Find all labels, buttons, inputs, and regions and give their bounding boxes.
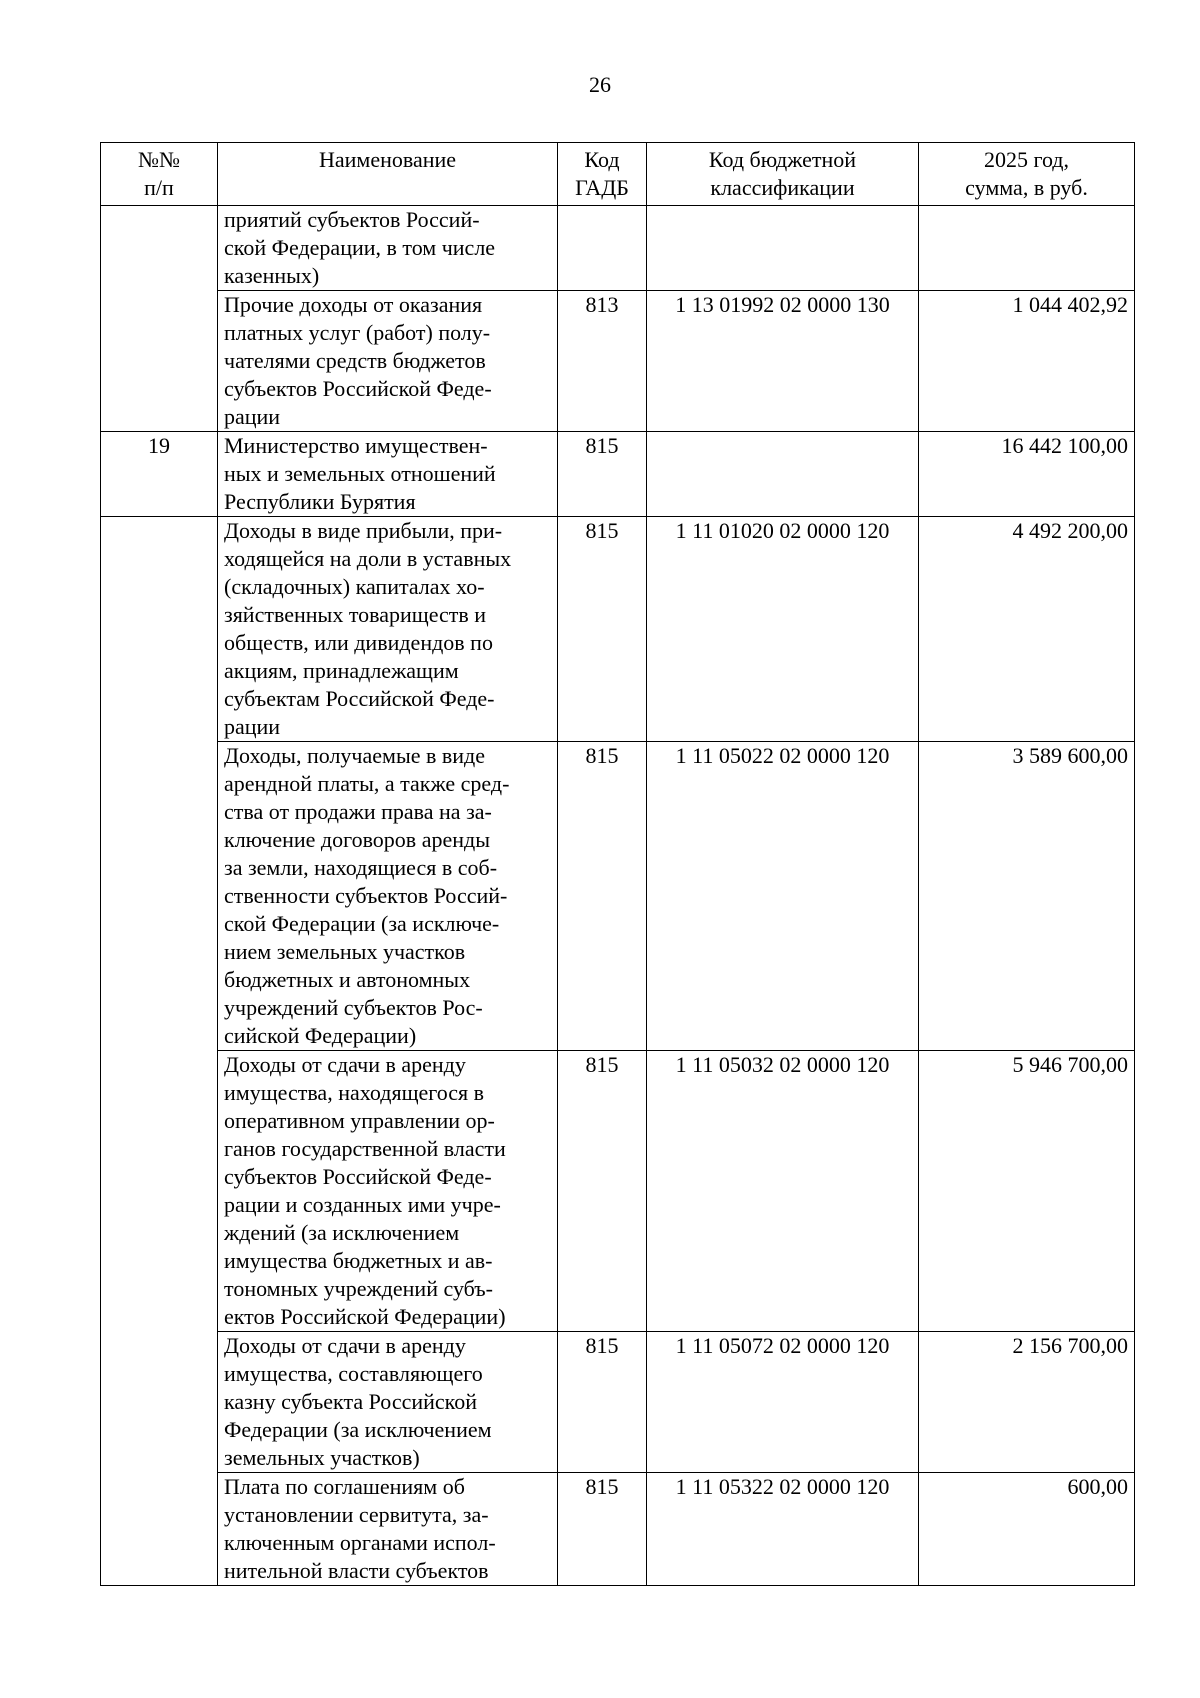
- cell-name-line: Республики Бурятия: [224, 489, 416, 514]
- header-name: Наименование: [218, 143, 558, 206]
- cell-name-line: ства от продажи права на за-: [224, 799, 492, 824]
- cell-kbk: 1 11 05072 02 0000 120: [647, 1332, 919, 1473]
- cell-name: [218, 1473, 558, 1586]
- cell-sum: 1 044 402,92: [919, 291, 1135, 432]
- cell-sum: 4 492 200,00: [919, 517, 1135, 742]
- table-row: [101, 432, 1135, 517]
- header-kbk: Код бюджетной классификации: [647, 143, 919, 206]
- cell-gadb: 815: [558, 1051, 647, 1332]
- cell-gadb: 813: [558, 291, 647, 432]
- cell-name-line: зяйственных товариществ и: [224, 602, 487, 627]
- cell-name-line: субъектов Российской Феде-: [224, 1164, 492, 1189]
- cell-sum: 2 156 700,00: [919, 1332, 1135, 1473]
- cell-name-line: обществ, или дивидендов по: [224, 630, 493, 655]
- cell-kbk: 1 11 05032 02 0000 120: [647, 1051, 919, 1332]
- cell-name-line: ской Федерации, в том числе: [224, 235, 496, 260]
- header-sum: 2025 год, сумма, в руб.: [919, 143, 1135, 206]
- cell-kbk: 1 11 05322 02 0000 120: [647, 1473, 919, 1586]
- cell-name-line: ходящейся на доли в уставных: [224, 546, 512, 571]
- cell-name-line: установлении сервитута, за-: [224, 1502, 489, 1527]
- cell-name-line: платных услуг (работ) полу-: [224, 320, 491, 345]
- cell-name-line: ектов Российской Федерации): [224, 1304, 506, 1329]
- table-row: [101, 517, 1135, 742]
- cell-name-line: нием земельных участков: [224, 939, 466, 964]
- cell-gadb: 815: [558, 517, 647, 742]
- cell-kbk: [647, 206, 919, 291]
- cell-name-line: казенных): [224, 263, 320, 288]
- cell-name-line: рации и созданных ими учре-: [224, 1192, 501, 1217]
- cell-name-line: Доходы в виде прибыли, при-: [224, 518, 503, 543]
- cell-name-line: оперативном управлении ор-: [224, 1108, 495, 1133]
- cell-name-line: нительной власти субъектов: [224, 1558, 489, 1583]
- cell-name-line: рации: [224, 404, 281, 429]
- table-header-row: [101, 143, 1135, 206]
- budget-table: [100, 142, 1135, 1586]
- table-row: [101, 206, 1135, 291]
- cell-num: 19: [101, 432, 218, 517]
- cell-name-line: ключенным органами испол-: [224, 1530, 496, 1555]
- table-row: [101, 1473, 1135, 1586]
- cell-name: [218, 432, 558, 517]
- cell-name-line: арендной платы, а также сред-: [224, 771, 510, 796]
- cell-name-line: приятий субъектов Россий-: [224, 207, 480, 232]
- cell-name: [218, 206, 558, 291]
- header-num: №№ п/п: [101, 143, 218, 206]
- cell-num: [101, 517, 218, 1586]
- cell-name-line: акциям, принадлежащим: [224, 658, 459, 683]
- cell-name: [218, 517, 558, 742]
- cell-gadb: 815: [558, 1473, 647, 1586]
- cell-gadb: 815: [558, 1332, 647, 1473]
- table-row: [101, 742, 1135, 1051]
- page-number: 26: [589, 72, 611, 97]
- cell-name-line: Министерство имуществен-: [224, 433, 488, 458]
- cell-name-line: земельных участков): [224, 1445, 420, 1470]
- cell-name-line: казну субъекта Российской: [224, 1389, 478, 1414]
- cell-name-line: ганов государственной власти: [224, 1136, 506, 1161]
- cell-name-line: бюджетных и автономных: [224, 967, 471, 992]
- cell-name-line: Доходы, получаемые в виде: [224, 743, 485, 768]
- cell-name-line: имущества, находящегося в: [224, 1080, 485, 1105]
- cell-sum: 5 946 700,00: [919, 1051, 1135, 1332]
- table-row: [101, 1332, 1135, 1473]
- cell-name-line: Доходы от сдачи в аренду: [224, 1333, 466, 1358]
- cell-name-line: сийской Федерации): [224, 1023, 417, 1048]
- cell-num: [101, 206, 218, 432]
- cell-name: [218, 291, 558, 432]
- cell-name-line: рации: [224, 714, 281, 739]
- cell-name-line: субъектов Российской Феде-: [224, 376, 492, 401]
- cell-name-line: ключение договоров аренды: [224, 827, 490, 852]
- cell-kbk: 1 13 01992 02 0000 130: [647, 291, 919, 432]
- cell-kbk: [647, 432, 919, 517]
- cell-sum: [919, 206, 1135, 291]
- cell-name-line: Прочие доходы от оказания: [224, 292, 483, 317]
- cell-name-line: (складочных) капиталах хо-: [224, 574, 485, 599]
- table-row: [101, 1051, 1135, 1332]
- cell-name-line: тономных учреждений субъ-: [224, 1276, 493, 1301]
- table-body: [101, 206, 1135, 1586]
- cell-gadb: [558, 206, 647, 291]
- cell-name: [218, 742, 558, 1051]
- cell-name-line: ждений (за исключением: [224, 1220, 460, 1245]
- cell-sum: 600,00: [919, 1473, 1135, 1586]
- cell-kbk: 1 11 01020 02 0000 120: [647, 517, 919, 742]
- cell-name-line: Федерации (за исключением: [224, 1417, 492, 1442]
- cell-name-line: имущества бюджетных и ав-: [224, 1248, 493, 1273]
- cell-sum: 16 442 100,00: [919, 432, 1135, 517]
- cell-name-line: Плата по соглашениям об: [224, 1474, 465, 1499]
- cell-name-line: субъектам Российской Феде-: [224, 686, 495, 711]
- cell-name-line: Доходы от сдачи в аренду: [224, 1052, 466, 1077]
- cell-name-line: за земли, находящиеся в соб-: [224, 855, 498, 880]
- cell-name-line: ных и земельных отношений: [224, 461, 496, 486]
- cell-name: [218, 1332, 558, 1473]
- cell-name-line: имущества, составляющего: [224, 1361, 483, 1386]
- cell-name-line: чателями средств бюджетов: [224, 348, 486, 373]
- cell-kbk: 1 11 05022 02 0000 120: [647, 742, 919, 1051]
- cell-name-line: учреждений субъектов Рос-: [224, 995, 483, 1020]
- cell-gadb: 815: [558, 432, 647, 517]
- cell-name-line: ской Федерации (за исключе-: [224, 911, 500, 936]
- table-row: [101, 291, 1135, 432]
- header-gadb: Код ГАДБ: [558, 143, 647, 206]
- cell-sum: 3 589 600,00: [919, 742, 1135, 1051]
- cell-name-line: ственности субъектов Россий-: [224, 883, 508, 908]
- cell-gadb: 815: [558, 742, 647, 1051]
- cell-name: [218, 1051, 558, 1332]
